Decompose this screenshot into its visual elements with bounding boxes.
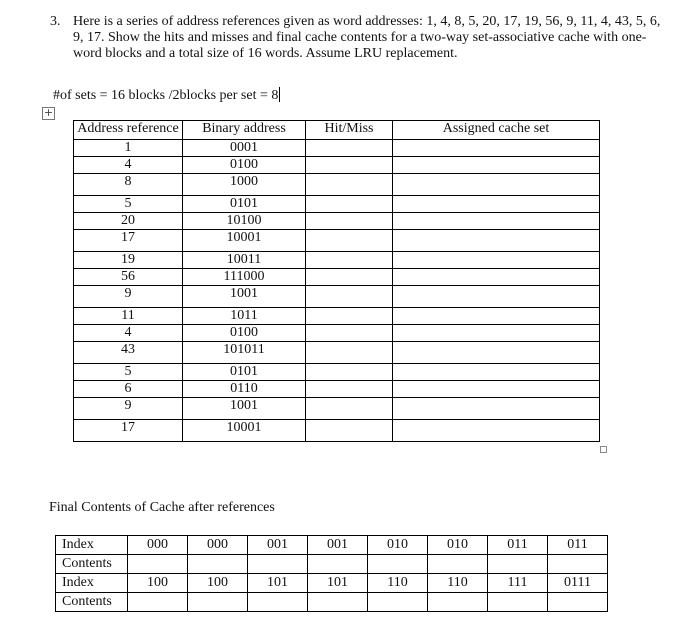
row-label: Index [56,574,128,593]
question-number: 3. [50,14,61,29]
address-reference-cell: 4 [74,325,183,342]
table-row [74,381,600,398]
index-cell: 001 [248,536,308,555]
table-row [74,420,600,442]
row-label: Index [56,536,128,555]
index-cell: 101 [248,574,308,593]
contents-cell[interactable] [128,555,188,574]
index-cell: 001 [308,536,368,555]
assigned-cache-set-cell[interactable] [393,398,600,420]
address-reference-cell: 8 [74,174,183,196]
address-reference-cell: 17 [74,420,183,442]
hit-miss-cell[interactable] [306,398,393,420]
hit-miss-cell[interactable] [306,308,393,325]
cache-row [56,574,608,593]
address-reference-cell: 43 [74,342,183,364]
index-cell: 000 [128,536,188,555]
contents-cell[interactable] [188,593,248,612]
address-reference-cell: 19 [74,252,183,269]
sets-calculation[interactable] [53,87,280,104]
address-reference-cell: 20 [74,213,183,230]
binary-address-cell: 10001 [183,230,306,252]
contents-cell[interactable] [128,593,188,612]
assigned-cache-set-cell[interactable] [393,252,600,269]
assigned-cache-set-cell[interactable] [393,342,600,364]
assigned-cache-set-cell[interactable] [393,230,600,252]
binary-address-cell: 0110 [183,381,306,398]
contents-cell[interactable] [308,555,368,574]
table-row [74,398,600,420]
assigned-cache-set-cell[interactable] [393,269,600,286]
header-binary-address: Binary address [183,121,306,140]
header-hit-miss: Hit/Miss [306,121,393,140]
contents-cell[interactable] [248,555,308,574]
binary-address-cell: 0001 [183,140,306,157]
binary-address-cell: 0101 [183,196,306,213]
table-row [74,140,600,157]
table-row [74,230,600,252]
question [50,14,670,62]
index-cell: 110 [368,574,428,593]
header-address-reference: Address reference [74,121,183,140]
index-cell: 011 [548,536,608,555]
contents-cell[interactable] [308,593,368,612]
binary-address-cell: 10100 [183,213,306,230]
contents-cell[interactable] [428,593,488,612]
table-row [74,157,600,174]
address-reference-cell: 56 [74,269,183,286]
table-row [74,325,600,342]
binary-address-cell: 1011 [183,308,306,325]
table-row [74,213,600,230]
contents-cell[interactable] [548,555,608,574]
hit-miss-cell[interactable] [306,342,393,364]
hit-miss-cell[interactable] [306,252,393,269]
cache-row [56,536,608,555]
assigned-cache-set-cell[interactable] [393,286,600,308]
address-reference-cell: 4 [74,157,183,174]
index-cell: 101 [308,574,368,593]
binary-address-cell: 10011 [183,252,306,269]
binary-address-cell: 1001 [183,398,306,420]
binary-address-cell: 0100 [183,325,306,342]
table-row [74,196,600,213]
hit-miss-cell[interactable] [306,364,393,381]
binary-address-cell: 10001 [183,420,306,442]
row-label: Contents [56,555,128,574]
index-cell: 111 [488,574,548,593]
index-cell: 110 [428,574,488,593]
contents-cell[interactable] [188,555,248,574]
hit-miss-cell[interactable] [306,196,393,213]
index-cell: 100 [188,574,248,593]
sets-text: #of sets = 16 blocks /2blocks per set = 8 [53,88,279,103]
assigned-cache-set-cell[interactable] [393,196,600,213]
table-row [74,308,600,325]
address-reference-cell: 17 [74,230,183,252]
table-move-handle-icon[interactable]: + [43,106,54,119]
table-row [74,286,600,308]
question-text: Here is a series of address references given as word addresses: 1, 4, 8, 5, 20, 17, 19, 56, 9, 11, 4, 43, 5, 6, 9, 17. Show the hits and misses and final cache contents for a two-way set-associative cache with one-word blocks and a total size of 16 words. Assume LRU replacement. [73,14,661,61]
assigned-cache-set-cell[interactable] [393,364,600,381]
text-cursor [279,87,280,102]
index-cell: 011 [488,536,548,555]
binary-address-cell: 111000 [183,269,306,286]
contents-cell[interactable] [368,555,428,574]
contents-cell[interactable] [428,555,488,574]
binary-address-cell: 101011 [183,342,306,364]
hit-miss-cell[interactable] [306,140,393,157]
cache-row [56,555,608,574]
hit-miss-cell[interactable] [306,286,393,308]
header-assigned-cache-set: Assigned cache set [393,121,600,140]
table-row [74,174,600,196]
hit-miss-cell[interactable] [306,230,393,252]
assigned-cache-set-cell[interactable] [393,308,600,325]
address-reference-cell: 11 [74,308,183,325]
binary-address-cell: 1001 [183,286,306,308]
assigned-cache-set-cell[interactable] [393,157,600,174]
binary-address-cell: 0101 [183,364,306,381]
index-cell: 010 [428,536,488,555]
address-reference-cell: 5 [74,364,183,381]
assigned-cache-set-cell[interactable] [393,213,600,230]
final-cache-contents-table [55,535,608,612]
assigned-cache-set-cell[interactable] [393,325,600,342]
table-header-row [74,121,600,140]
binary-address-cell: 0100 [183,157,306,174]
address-reference-table [73,120,600,442]
address-reference-cell: 1 [74,140,183,157]
assigned-cache-set-cell[interactable] [393,174,600,196]
contents-cell[interactable] [488,593,548,612]
hit-miss-cell[interactable] [306,325,393,342]
table-row [74,342,600,364]
table-resize-handle[interactable] [600,446,607,453]
cache-row [56,593,608,612]
assigned-cache-set-cell[interactable] [393,140,600,157]
row-label: Contents [56,593,128,612]
contents-cell[interactable] [548,593,608,612]
index-cell: 010 [368,536,428,555]
hit-miss-cell[interactable] [306,157,393,174]
index-cell: 100 [128,574,188,593]
table-row [74,269,600,286]
assigned-cache-set-cell[interactable] [393,381,600,398]
assigned-cache-set-cell[interactable] [393,420,600,442]
contents-cell[interactable] [248,593,308,612]
binary-address-cell: 1000 [183,174,306,196]
contents-cell[interactable] [488,555,548,574]
hit-miss-cell[interactable] [306,420,393,442]
address-reference-cell: 9 [74,398,183,420]
final-contents-title: Final Contents of Cache after references [49,500,275,515]
contents-cell[interactable] [368,593,428,612]
hit-miss-cell[interactable] [306,381,393,398]
hit-miss-cell[interactable] [306,174,393,196]
address-reference-cell: 9 [74,286,183,308]
hit-miss-cell[interactable] [306,213,393,230]
table-row [74,364,600,381]
table-row [74,252,600,269]
index-cell: 0111 [548,574,608,593]
address-reference-cell: 5 [74,196,183,213]
hit-miss-cell[interactable] [306,269,393,286]
address-reference-cell: 6 [74,381,183,398]
index-cell: 000 [188,536,248,555]
